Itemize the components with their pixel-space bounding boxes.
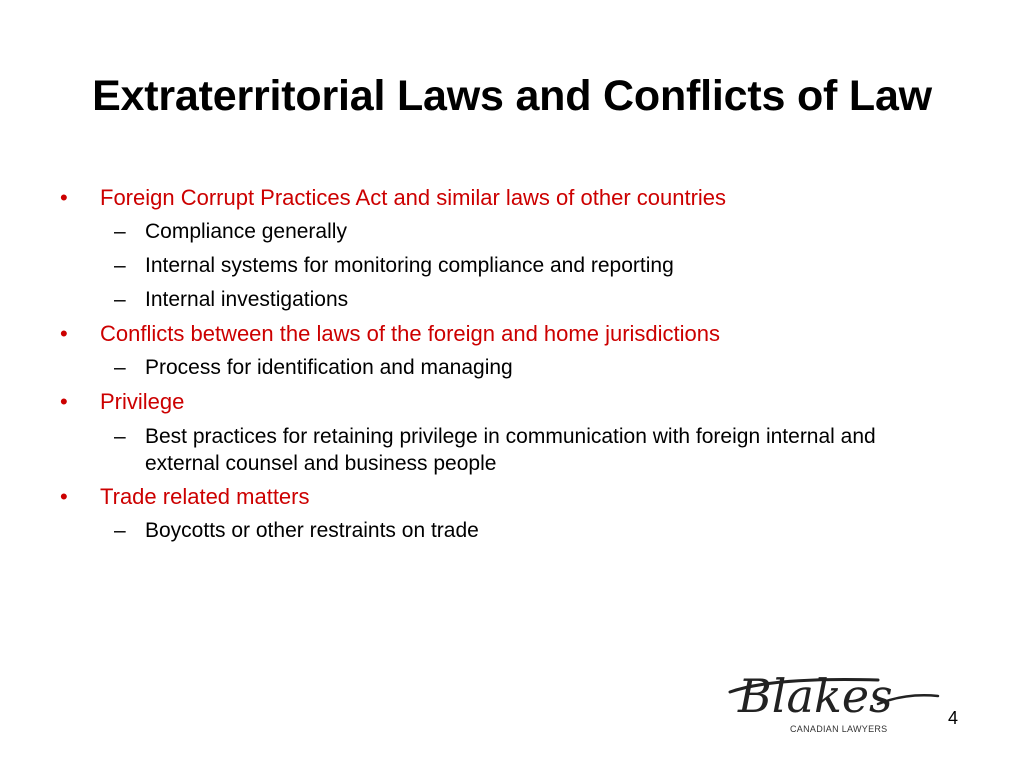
sub-item-label: Internal systems for monitoring compliance and reporting — [145, 254, 674, 277]
blakes-logo — [728, 660, 940, 740]
bullet-icon: • — [60, 321, 68, 346]
bullet-icon: • — [60, 484, 68, 509]
logo-wordmark: Blakes — [738, 669, 893, 723]
bullet-icon: • — [60, 389, 68, 414]
dash-icon: – — [114, 519, 126, 542]
sub-item — [60, 249, 940, 283]
bullet-label: Conflicts between the laws of the foreign and home jurisdictions — [100, 321, 721, 346]
dash-icon: – — [114, 425, 126, 448]
page-number: 4 — [948, 708, 959, 728]
sub-item — [60, 351, 940, 385]
sub-item — [60, 419, 940, 480]
bullet-label: Privilege — [100, 389, 185, 414]
sub-item — [60, 283, 940, 317]
sub-item-label: Process for identification and managing — [145, 356, 513, 379]
bullet-item-privilege — [60, 385, 940, 419]
dash-icon: – — [114, 254, 126, 277]
dash-icon: – — [114, 356, 126, 379]
bullet-item-fcpa — [60, 181, 940, 215]
sub-item-label: Internal investigations — [145, 288, 349, 311]
slide-title: Extraterritorial Laws and Conflicts of Law — [92, 72, 932, 120]
logo-tagline: CANADIAN LAWYERS — [790, 724, 888, 734]
bullet-list — [60, 181, 940, 548]
sub-item-label: Best practices for retaining privilege in communication with foreign internal and external counsel and business people — [145, 425, 876, 475]
sub-item — [60, 215, 940, 249]
bullet-label: Foreign Corrupt Practices Act and similar laws of other countries — [100, 185, 727, 210]
bullet-label: Trade related matters — [100, 484, 310, 509]
sub-item-label: Compliance generally — [145, 220, 347, 243]
bullet-item-conflicts — [60, 317, 940, 351]
bullet-icon: • — [60, 185, 68, 210]
dash-icon: – — [114, 288, 126, 311]
sub-item — [60, 514, 940, 548]
bullet-item-trade — [60, 480, 940, 514]
sub-item-label: Boycotts or other restraints on trade — [145, 519, 479, 542]
dash-icon: – — [114, 220, 126, 243]
